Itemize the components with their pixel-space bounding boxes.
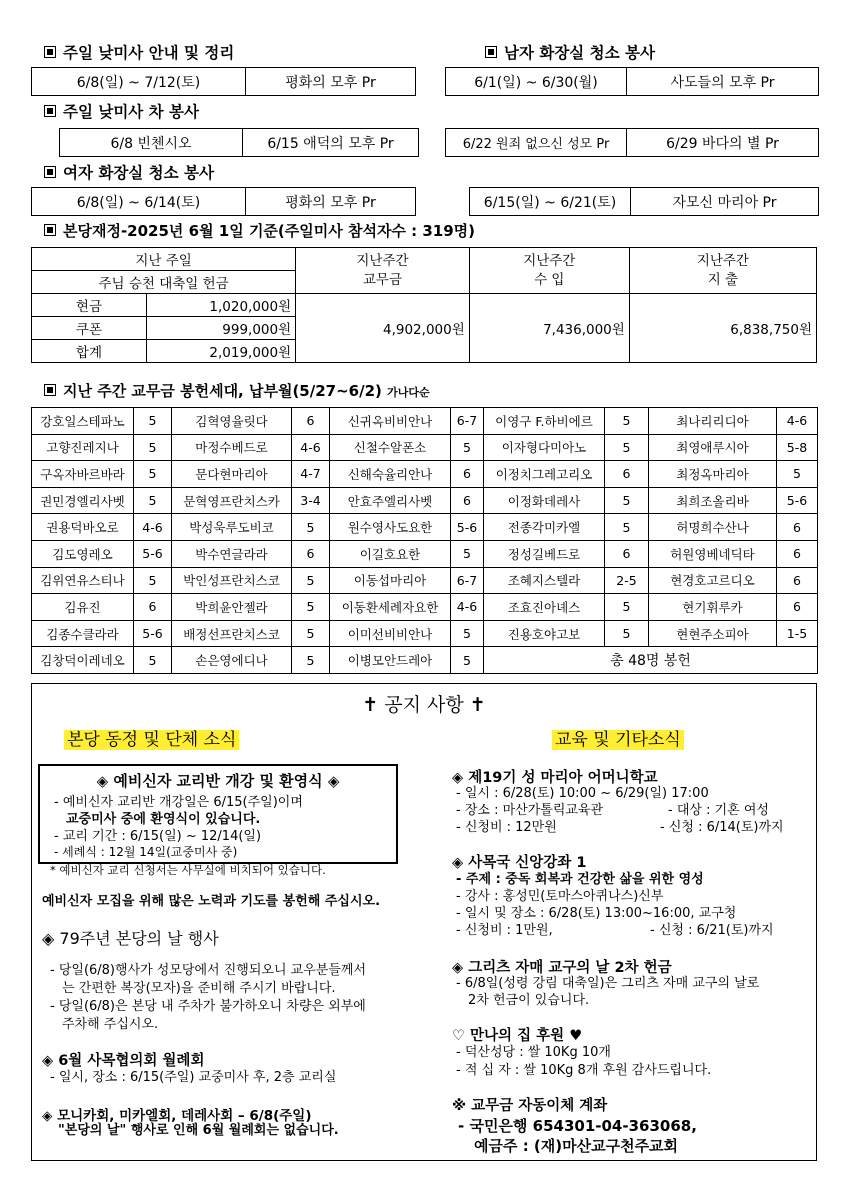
- manna-line: - 적 십 자 : 쌀 10Kg 8개 후원 감사드립니다.: [456, 1063, 712, 1078]
- anniversary-line: - 당일(6/8)은 본당 내 주차가 불가하오니 차량은 외부에: [50, 999, 366, 1014]
- women-restroom-date: 6/15(일) ~ 6/21(토): [483, 194, 617, 211]
- paid-months: 5: [134, 408, 172, 435]
- left-heading: 본당 동정 및 단체 소식: [64, 730, 239, 750]
- paid-months: 6: [451, 487, 484, 514]
- household-name: 허명희수산나: [649, 514, 777, 541]
- paid-months: 5: [134, 567, 172, 594]
- household-name: 최영애루시아: [649, 434, 777, 461]
- section-tea-service: 주일 낮미사 차 봉사: [44, 100, 199, 122]
- household-name: 고향진레지나: [32, 434, 134, 461]
- paid-months: 5: [451, 434, 484, 461]
- household-name: 이동섭마리아: [330, 567, 451, 594]
- council-line: - 일시, 장소 : 6/15(주일) 교중미사 후, 2층 교리실: [50, 1070, 337, 1085]
- household-name: 최나리리디아: [649, 408, 777, 435]
- section-dues: 지난 주간 교무금 봉헌세대, 납부월(5/27~6/2) 가나다순: [44, 380, 430, 401]
- finance-table: [31, 247, 817, 363]
- paid-months: 6: [134, 594, 172, 621]
- faith-lecture-line: - 강사 : 홍성민(토마스아퀴나스)신부: [456, 889, 664, 904]
- sister-diocese-line: 2차 헌금이 있습니다.: [468, 993, 590, 1008]
- section-men-restroom: 남자 화장실 청소 봉사: [485, 41, 655, 63]
- paid-months: 5: [451, 620, 484, 647]
- square-bullet-icon: [44, 384, 56, 396]
- paid-months: 4-6: [292, 434, 330, 461]
- paid-months: 5-6: [451, 514, 484, 541]
- household-name: 현현주소피아: [649, 620, 777, 647]
- paid-months: 5: [605, 408, 649, 435]
- household-name: 최희조올리바: [649, 487, 777, 514]
- paid-months: 5: [134, 461, 172, 488]
- finance-dues-header: 지난주간 교무금: [296, 248, 470, 294]
- paid-months: 5: [605, 514, 649, 541]
- paid-months: 2-5: [605, 567, 649, 594]
- mass-guide-date: 6/8(일) ~ 7/12(토): [76, 74, 201, 91]
- finance-dues-total: 4,902,000원: [296, 294, 470, 363]
- faith-lecture-line: - 신청비 : 1만원,: [456, 923, 553, 938]
- household-name: 진용호야고보: [484, 620, 605, 647]
- paid-months: 5-6: [777, 487, 818, 514]
- tea-duty: 6/8 빈첸시오: [110, 135, 192, 152]
- table-row: [32, 487, 818, 514]
- dues-table: [31, 407, 818, 674]
- auto-transfer-account: - 국민은행 654301-04-363068,: [458, 1117, 697, 1135]
- faith-lecture-title: ◈ 사목국 신앙강좌 1: [452, 855, 587, 871]
- mothers-school-title: ◈ 제19기 성 마리아 어머니학교: [452, 770, 658, 786]
- paid-months: 6-7: [451, 408, 484, 435]
- tea-duty: 6/29 바다의 별 Pr: [626, 129, 818, 156]
- catechumen-line: - 세례식 : 12월 14일(교중미사 중): [54, 845, 238, 859]
- catechumen-note: * 예비신자 교리 신청서는 사무실에 비치되어 있습니다.: [50, 863, 326, 877]
- manna-line: - 덕산성당 : 쌀 10Kg 10개: [456, 1045, 611, 1060]
- household-name: 마정수베드로: [172, 434, 292, 461]
- section-finance: 본당재정-2025년 6월 1일 기준(주일미사 참석자수 : 319명): [44, 220, 475, 241]
- paid-months: 5-6: [134, 620, 172, 647]
- paid-months: 1-5: [777, 620, 818, 647]
- household-name: 김위연유스티나: [32, 567, 134, 594]
- paid-months: 3-4: [292, 487, 330, 514]
- square-bullet-icon: [44, 166, 56, 178]
- anniversary-line: - 당일(6/8)행사가 성모당에서 진행되오니 교우분들께서: [50, 963, 367, 978]
- paid-months: 5-6: [134, 540, 172, 567]
- monthly-meeting-line: "본당의 날" 행사로 인해 6월 월례회는 없습니다.: [58, 1123, 339, 1138]
- household-name: 조효진아녜스: [484, 594, 605, 621]
- table-row: [32, 594, 818, 621]
- square-bullet-icon: [44, 105, 56, 117]
- finance-row-value: 999,000원: [146, 317, 295, 340]
- mothers-school-line: - 신청 : 6/14(토)까지: [660, 820, 784, 835]
- tea-row-right: [445, 128, 819, 157]
- paid-months: 6: [292, 408, 330, 435]
- finance-row-value: 2,019,000원: [146, 340, 295, 363]
- faith-lecture-line: - 주제 : 중독 회복과 건강한 삶을 위한 영성: [456, 872, 704, 887]
- paid-months: 4-6: [777, 408, 818, 435]
- household-name: 권민경엘리사벳: [32, 487, 134, 514]
- household-name: 김도영레오: [32, 540, 134, 567]
- square-bullet-icon: [44, 224, 56, 236]
- finance-income-total: 7,436,000원: [469, 294, 629, 363]
- sister-diocese-title: ◈ 그리츠 자매 교구의 날 2차 헌금: [452, 960, 672, 976]
- paid-months: 5: [292, 647, 330, 674]
- anniversary-line: 주차해 주십시오.: [62, 1017, 159, 1032]
- household-name: 신해숙율리안나: [330, 461, 451, 488]
- household-name: 이병모안드레아: [330, 647, 451, 674]
- household-name: 이정치그레고리오: [484, 461, 605, 488]
- paid-months: 6: [777, 514, 818, 541]
- paid-months: 6: [777, 594, 818, 621]
- section-women-restroom: 여자 화장실 청소 봉사: [44, 161, 214, 183]
- women-restroom-row-1: [31, 187, 416, 216]
- household-name: 박인성프란치스코: [172, 567, 292, 594]
- household-name: 최정옥마리아: [649, 461, 777, 488]
- faith-lecture-line: - 신청 : 6/21(토)까지: [650, 923, 774, 938]
- finance-row-label: 현금: [32, 294, 147, 317]
- household-name: 박성욱루도비코: [172, 514, 292, 541]
- household-name: 정성길베드로: [484, 540, 605, 567]
- tea-duty: 6/22 원죄 없으신 성모 Pr: [462, 137, 610, 152]
- paid-months: 6-7: [451, 567, 484, 594]
- finance-income-header: 지난주간 수 입: [469, 248, 629, 294]
- anniversary-line: 는 간편한 복장(모자)을 준비해 주시기 바랍니다.: [62, 981, 336, 996]
- paid-months: 6: [292, 540, 330, 567]
- catechumen-line: - 예비신자 교리반 개강일은 6/15(주일)이며: [54, 795, 303, 810]
- household-name: 허원영베네딕타: [649, 540, 777, 567]
- paid-months: 5: [605, 434, 649, 461]
- finance-expense-header: 지난주간 지 출: [629, 248, 816, 294]
- household-name: 이영구 F.하비에르: [484, 408, 605, 435]
- household-name: 박희윤안젤라: [172, 594, 292, 621]
- finance-last-week-header: 지난 주일: [32, 248, 296, 271]
- paid-months: 5: [777, 461, 818, 488]
- paid-months: 5-8: [777, 434, 818, 461]
- paid-months: 5: [134, 487, 172, 514]
- paid-months: 5: [451, 540, 484, 567]
- mothers-school-line: - 장소 : 마산가톨릭교육관: [456, 803, 604, 818]
- finance-expense-total: 6,838,750원: [629, 294, 816, 363]
- household-name: 손은영에디나: [172, 647, 292, 674]
- household-name: 강호일스테파노: [32, 408, 134, 435]
- household-name: 신귀옥비비안나: [330, 408, 451, 435]
- notice-box: [31, 683, 817, 1161]
- auto-transfer-holder: 예금주 : (재)마산교구천주교회: [474, 1137, 679, 1155]
- table-row: [32, 567, 818, 594]
- paid-months: 5: [605, 487, 649, 514]
- auto-transfer-title: ※ 교무금 자동이체 계좌: [452, 1098, 608, 1114]
- council-title: ◈ 6월 사목협의회 월례회: [42, 1053, 205, 1069]
- paid-months: 5: [605, 620, 649, 647]
- women-restroom-group: 평화의 모후 Pr: [245, 188, 415, 215]
- paid-months: 5: [292, 514, 330, 541]
- mothers-school-line: - 신청비 : 12만원: [456, 820, 557, 835]
- paid-months: 5: [134, 647, 172, 674]
- men-restroom-group: 사도들의 모후 Pr: [626, 68, 818, 95]
- mothers-school-line: - 대상 : 기혼 여성: [668, 803, 769, 818]
- paid-months: 5: [451, 647, 484, 674]
- household-name: 원수영사도요한: [330, 514, 451, 541]
- table-row: [32, 434, 818, 461]
- sister-diocese-line: - 6/8일(성령 강림 대축일)은 그리츠 자매 교구의 날로: [456, 976, 760, 991]
- table-row: [32, 514, 818, 541]
- household-name: 김혁영율릿다: [172, 408, 292, 435]
- faith-lecture-line: - 일시 및 장소 : 6/28(토) 13:00~16:00, 교구청: [456, 906, 737, 921]
- household-name: 박수연글라라: [172, 540, 292, 567]
- table-row: [32, 647, 818, 674]
- section-mass-guide: 주일 낮미사 안내 및 정리: [44, 41, 234, 63]
- notice-title: ✝ 공지 사항 ✝: [362, 694, 486, 716]
- household-name: 권용덕바오로: [32, 514, 134, 541]
- mothers-school-line: - 일시 : 6/28(토) 10:00 ~ 6/29(일) 17:00: [456, 786, 709, 801]
- table-row: [32, 620, 818, 647]
- catechumen-line: - 교리 기간 : 6/15(일) ~ 12/14(일): [54, 829, 262, 844]
- finance-row-label: 쿠폰: [32, 317, 147, 340]
- household-name: 안효주엘리사벳: [330, 487, 451, 514]
- household-name: 배정선프란치스코: [172, 620, 292, 647]
- paid-months: 6: [605, 540, 649, 567]
- paid-months: 5: [292, 620, 330, 647]
- dues-sort-note: 가나다순: [387, 386, 430, 399]
- tea-duty: 6/15 애덕의 모후 Pr: [242, 129, 418, 156]
- household-name: 전종각미카엘: [484, 514, 605, 541]
- finance-collection-header: 주님 승천 대축일 헌금: [32, 271, 296, 294]
- anniversary-title: ◈ 79주년 본당의 날 행사: [42, 929, 219, 948]
- table-row: [32, 540, 818, 567]
- household-name: 이동환세례자요한: [330, 594, 451, 621]
- paid-months: 4-7: [292, 461, 330, 488]
- household-name: 이길호요한: [330, 540, 451, 567]
- paid-months: 5: [292, 567, 330, 594]
- household-name: 이자형다미아노: [484, 434, 605, 461]
- household-name: 조혜지스텔라: [484, 567, 605, 594]
- household-name: 김창덕이레네오: [32, 647, 134, 674]
- catechumen-line: 교중미사 중에 환영식이 있습니다.: [66, 812, 261, 827]
- finance-row-label: 합계: [32, 340, 147, 363]
- table-row: [32, 408, 818, 435]
- paid-months: 6: [777, 540, 818, 567]
- household-name: 이정화데레사: [484, 487, 605, 514]
- household-name: 구옥자바르바라: [32, 461, 134, 488]
- catechumen-title: ◈ 예비신자 교리반 개강 및 환영식 ◈: [96, 772, 340, 790]
- table-row: [32, 461, 818, 488]
- paid-months: 6: [605, 461, 649, 488]
- household-name: 김종수클라라: [32, 620, 134, 647]
- mass-guide-group: 평화의 모후 Pr: [245, 68, 415, 95]
- finance-row-value: 1,020,000원: [146, 294, 295, 317]
- household-name: 김유진: [32, 594, 134, 621]
- household-name: 문혁영프란치스카: [172, 487, 292, 514]
- household-name: 현기휘루카: [649, 594, 777, 621]
- monthly-meeting-title: ◈ 모니카회, 미카엘회, 데레사회 – 6/8(주일): [42, 1108, 312, 1124]
- catechumen-box: [38, 764, 398, 864]
- manna-title: ♡ 만나의 집 후원 ♥: [452, 1028, 583, 1044]
- paid-months: 5: [134, 434, 172, 461]
- men-restroom-date: 6/1(일) ~ 6/30(월): [474, 74, 598, 91]
- paid-months: 5: [292, 594, 330, 621]
- tea-row-left: [59, 128, 419, 157]
- paid-months: 4-6: [134, 514, 172, 541]
- square-bullet-icon: [44, 46, 56, 58]
- paid-months: 5: [605, 594, 649, 621]
- men-restroom-row: [445, 67, 819, 96]
- mass-guide-row: [31, 67, 416, 96]
- women-restroom-date: 6/8(일) ~ 6/14(토): [76, 194, 201, 211]
- household-name: 현경호고르디오: [649, 567, 777, 594]
- women-restroom-group: 자모신 마리아 Pr: [630, 188, 818, 215]
- dues-total: 총 48명 봉헌: [484, 647, 818, 674]
- household-name: 문다현마리아: [172, 461, 292, 488]
- recruit-note: 예비신자 모집을 위해 많은 노력과 기도를 봉헌해 주십시오.: [42, 894, 381, 909]
- household-name: 신철수알폰소: [330, 434, 451, 461]
- women-restroom-row-2: [469, 187, 819, 216]
- paid-months: 6: [777, 567, 818, 594]
- household-name: 이미선비비안나: [330, 620, 451, 647]
- right-heading: 교육 및 기타소식: [552, 730, 684, 750]
- square-bullet-icon: [485, 46, 497, 58]
- paid-months: 6: [451, 461, 484, 488]
- paid-months: 4-6: [451, 594, 484, 621]
